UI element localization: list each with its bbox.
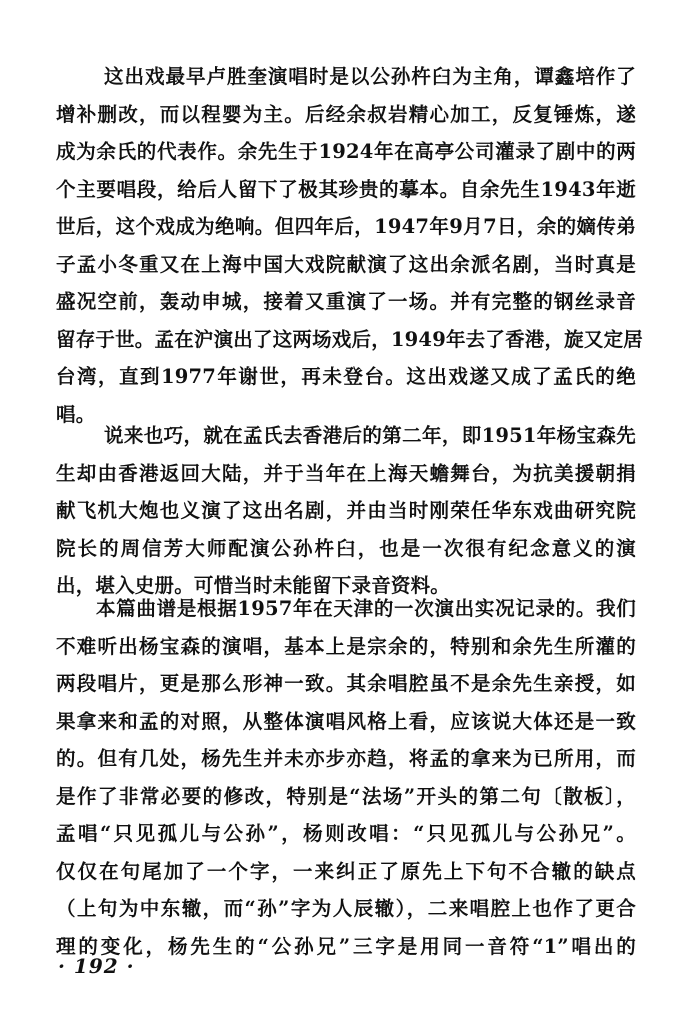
text-line: 这出戏最早卢胜奎演唱时是以公孙杵臼为主角，谭鑫培作了 (104, 65, 636, 88)
text-line: 的。但有几处，杨先生并未亦步亦趋，将孟的拿来为已所用，而 (56, 747, 636, 770)
text-line: 献飞机大炮也义演了这出名剧，并由当时刚荣任华东戏曲研究院 (56, 499, 636, 522)
paragraph-1 (56, 58, 643, 433)
text-line: 理的变化，杨先生的“公孙兄”三字是用同一音符“1”唱出的 (56, 934, 636, 958)
text-line: 增补删改，而以程婴为主。后经余叔岩精心加工，反复锤炼，遂 (56, 102, 636, 126)
text-line: 本篇曲谱是根据1957年在天津的一次演出实况记录的。我们 (96, 597, 636, 620)
text-line: 仅仅在句尾加了一个字，一来纠正了原先上下句不合辙的缺点 (56, 859, 636, 883)
text-line: 两段唱片，更是那么形神一致。其余唱腔虽不是余先生亲授，如 (56, 672, 636, 695)
text-line: 果拿来和孟的对照，从整体演唱风格上看，应该说大体还是一致 (56, 709, 636, 733)
text-line: 世后，这个戏成为绝响。但四年后，1947年9月7日，余的嫡传弟 (56, 215, 636, 238)
text-line: 唱。 (56, 402, 96, 426)
page-number: · 192 · (58, 954, 135, 978)
text-line: 院长的周信芳大师配演公孙杵臼，也是一次很有纪念意义的演 (56, 536, 636, 560)
text-line: 说来也巧，就在孟氏去香港后的第二年，即1951年杨宝森先 (104, 424, 636, 447)
text-line: 台湾，直到1977年谢世，再未登台。这出戏遂又成了孟氏的绝 (56, 365, 636, 388)
paragraph-2 (56, 417, 636, 605)
paragraph-3 (56, 590, 636, 965)
text-line: 成为余氏的代表作。余先生于1924年在高亭公司灌录了剧中的两 (56, 140, 636, 163)
text-line: 个主要唱段，给后人留下了极其珍贵的摹本。自余先生1943年逝 (56, 177, 636, 201)
text-line: 生却由香港返回大陆，并于当年在上海天蟾舞台，为抗美援朝捐 (56, 461, 636, 485)
text-line: 盛况空前，轰动申城，接着又重演了一场。并有完整的钢丝录音 (56, 290, 636, 313)
text-line: 出，堪入史册。可惜当时未能留下录音资料。 (56, 574, 451, 597)
text-line: 孟唱“只见孤儿与公孙”，杨则改唱：“只见孤儿与公孙兄”。 (56, 822, 636, 845)
text-line: 是作了非常必要的修改，特别是“法场”开头的第二句〔散板〕， (56, 784, 636, 808)
text-line: 不难听出杨宝森的演唱，基本上是宗余的，特别和余先生所灌的 (56, 634, 636, 658)
text-line: 子孟小冬重又在上海中国大戏院献演了这出余派名剧，当时真是 (56, 252, 636, 276)
text-line: 留存于世。孟在沪演出了这两场戏后，1949年去了香港，旋又定居 (56, 327, 643, 351)
text-line: （上句为中东辙，而“孙”字为人辰辙），二来唱腔上也作了更合 (56, 897, 636, 920)
